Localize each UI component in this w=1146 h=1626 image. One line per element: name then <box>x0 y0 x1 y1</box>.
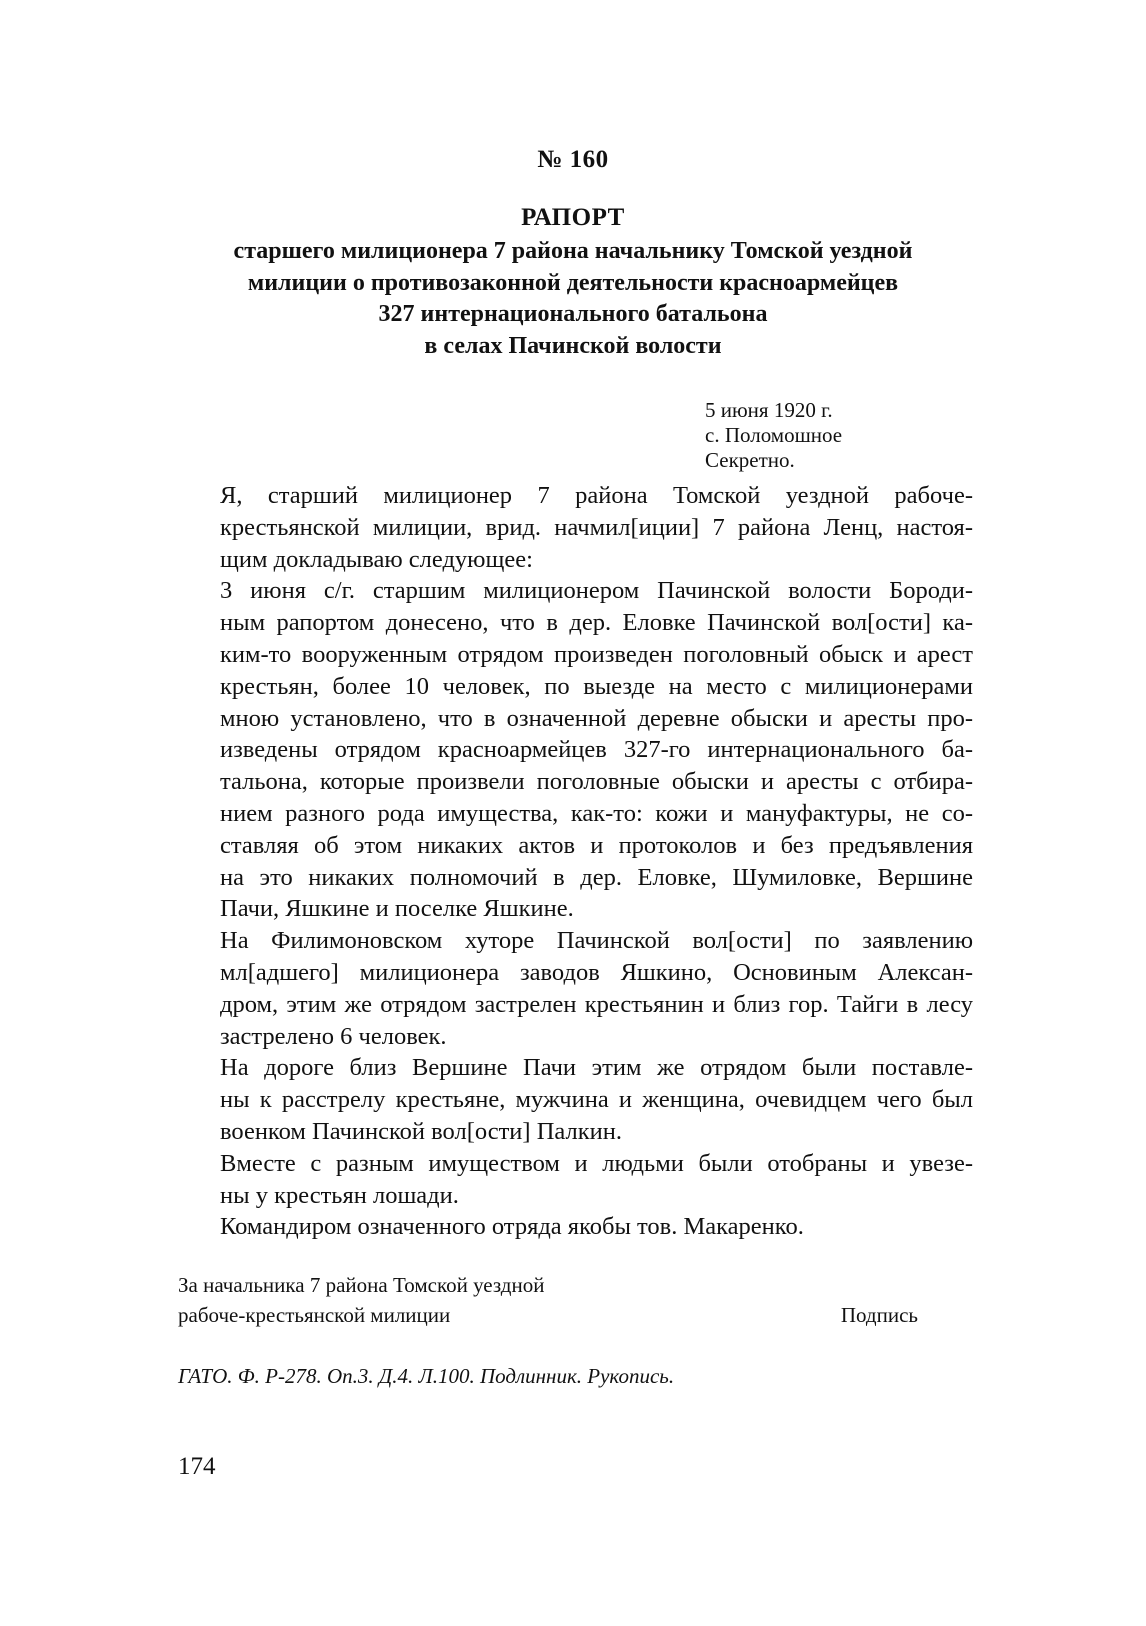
paragraph <box>178 480 973 575</box>
text-line: 3 июня с/г. старшим милиционером Пачинской волости Бороди- <box>220 577 973 605</box>
document-place: с. Поломошное <box>705 423 843 447</box>
text-line: Командиром означенного отряда якобы тов. Макаренко. <box>220 1213 804 1241</box>
text-line: изведены отрядом красноармейцев 327-го интернационального ба- <box>220 736 973 764</box>
text-line: Пачи, Яшкине и поселке Яшкине. <box>220 895 574 923</box>
subtitle-line: милиции о противозаконной деятельности красноармейцев <box>247 269 899 296</box>
signature-mark: Подпись <box>840 1303 918 1327</box>
text-line: щим докладываю следующее: <box>220 545 533 573</box>
subtitle-line: в селах Пачинской волости <box>424 332 722 359</box>
paragraph <box>178 575 973 925</box>
paragraph <box>178 1052 973 1147</box>
text-line: нием разного рода имущества, как-то: кожи и мануфактуры, не со- <box>220 799 973 827</box>
text-line: крестьянской милиции, врид. начмил[иции] 7 района Ленц, настоя- <box>220 513 973 541</box>
page-number: 174 <box>178 1453 216 1480</box>
signature-title-line: рабоче-крестьянской милиции <box>178 1303 451 1327</box>
document-meta <box>705 398 842 473</box>
document-number: № 160 <box>537 146 609 173</box>
text-line: на это никаких полномочий в дер. Еловке, Шумиловке, Вершине <box>220 863 973 891</box>
signature-row <box>178 1270 918 1300</box>
subtitle-line: 327 интернационального батальона <box>378 301 768 327</box>
text-line: На Филимоновском хуторе Пачинской вол[ости] по заявлению <box>220 927 973 955</box>
body-text <box>178 480 973 1243</box>
text-line: ны к расстрелу крестьяне, мужчина и женщина, очевидцем чего был <box>220 1086 973 1114</box>
paragraph <box>178 1148 973 1212</box>
text-line: Вместе с разным имуществом и людьми были отобраны и увезе- <box>220 1149 973 1177</box>
text-line: дром, этим же отрядом застрелен крестьянин и близ гор. Тайги в лесу <box>220 990 973 1018</box>
text-line: ставляя об этом никаких актов и протоколов и без предъявления <box>220 831 973 859</box>
text-line: На дороге близ Вершине Пачи этим же отрядом были поставле- <box>220 1054 973 1082</box>
text-line: крестьян, более 10 человек, по выезде на место с милиционерами <box>220 672 973 700</box>
paragraph <box>178 925 973 1052</box>
document-subtitle <box>150 236 996 362</box>
signature-block <box>178 1270 918 1330</box>
signature-row <box>178 1300 918 1330</box>
paragraph <box>178 1211 973 1243</box>
text-line: ным рапортом донесено, что в дер. Еловке Пачинской вол[ости] ка- <box>220 609 973 637</box>
document-date: 5 июня 1920 г. <box>705 398 833 422</box>
text-line: мною установлено, что в означенной деревне обыски и аресты про- <box>220 704 973 732</box>
document-classification: Секретно. <box>705 448 795 472</box>
document-title: РАПОРТ <box>521 204 625 231</box>
archive-source: ГАТО. Ф. Р-278. Оп.3. Д.4. Л.100. Подлинник. Рукопись. <box>178 1364 675 1388</box>
text-line: застрелено 6 человек. <box>220 1022 447 1050</box>
text-line: военком Пачинской вол[ости] Палкин. <box>220 1117 622 1145</box>
text-line: ны у крестьян лошади. <box>220 1181 459 1209</box>
signature-title-line: За начальника 7 района Томской уездной <box>178 1273 545 1297</box>
subtitle-line: старшего милиционера 7 района начальнику Томской уездной <box>233 238 913 264</box>
text-line: мл[адшего] милиционера заводов Яшкино, Основиным Алексан- <box>220 958 973 986</box>
text-line: ким-то вооруженным отрядом произведен поголовный обыск и арест <box>220 640 973 668</box>
text-line: тальона, которые произвели поголовные обыски и аресты с отбира- <box>220 768 973 796</box>
text-line: Я, старший милиционер 7 района Томской уездной рабоче- <box>220 482 973 509</box>
